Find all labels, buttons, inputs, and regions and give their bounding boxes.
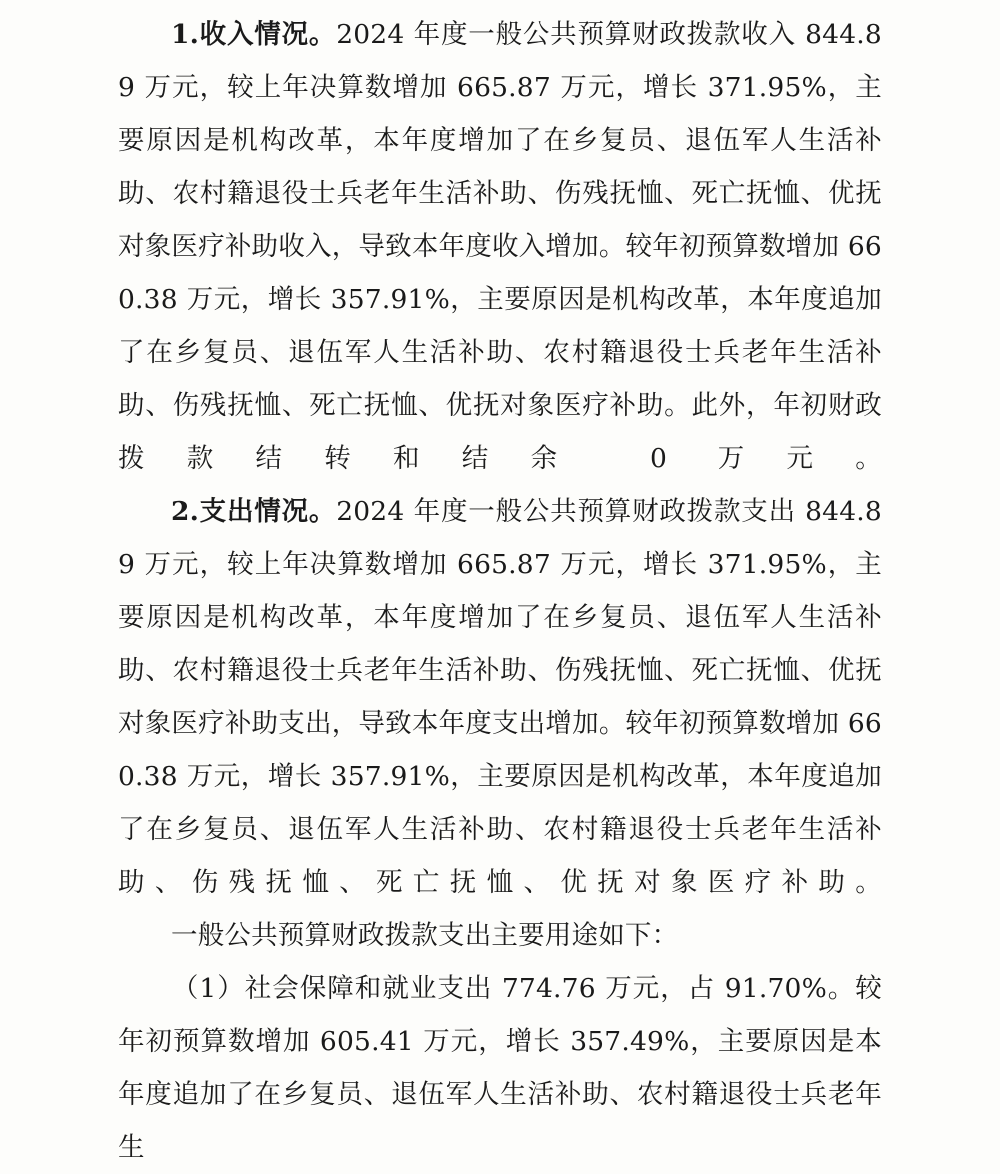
paragraph-income-heading: 1.收入情况。	[171, 19, 337, 50]
paragraph-income-body: 2024 年度一般公共预算财政拨款收入 844.89 万元，较上年决算数增加 665.87 万元，增长 371.95%，主要原因是机构改革，本年度增加了在乡复员、退伍军人生活补助、农村籍退役士兵老年生活补助、伤残抚恤、死亡抚恤、优抚对象医疗补助收入，导致本年度收入增加。较年初预算数增加 660.38 万元，增长 357.91%，主要原因是机构改革，本年度追加了在乡复员、退伍军人生活补助、农村籍退役士兵老年生活补助、伤残抚恤、死亡抚恤、优抚对象医疗补助。此外，年初财政拨款结转和结余 0 万元。	[118, 19, 882, 474]
paragraph-expenditure	[118, 485, 882, 909]
paragraph-usage-intro	[118, 909, 882, 962]
paragraph-income	[118, 8, 882, 485]
paragraph-expenditure-heading: 2.支出情况。	[171, 496, 337, 527]
paragraph-expenditure-body: 2024 年度一般公共预算财政拨款支出 844.89 万元，较上年决算数增加 665.87 万元，增长 371.95%，主要原因是机构改革，本年度增加了在乡复员、退伍军人生活补助、农村籍退役士兵老年生活补助、伤残抚恤、死亡抚恤、优抚对象医疗补助支出，导致本年度支出增加。较年初预算数增加 660.38 万元，增长 357.91%，主要原因是机构改革，本年度追加了在乡复员、退伍军人生活补助、农村籍退役士兵老年生活补助、伤残抚恤、死亡抚恤、优抚对象医疗补助。	[118, 496, 882, 898]
paragraph-item-social-security-body: （1）社会保障和就业支出 774.76 万元，占 91.70%。较年初预算数增加 605.41 万元，增长 357.49%，主要原因是本年度追加了在乡复员、退伍军人生活补助、农村籍退役士兵老年生	[118, 973, 882, 1163]
paragraph-item-social-security	[118, 962, 882, 1174]
paragraph-usage-intro-body: 一般公共预算财政拨款支出主要用途如下：	[171, 920, 679, 951]
